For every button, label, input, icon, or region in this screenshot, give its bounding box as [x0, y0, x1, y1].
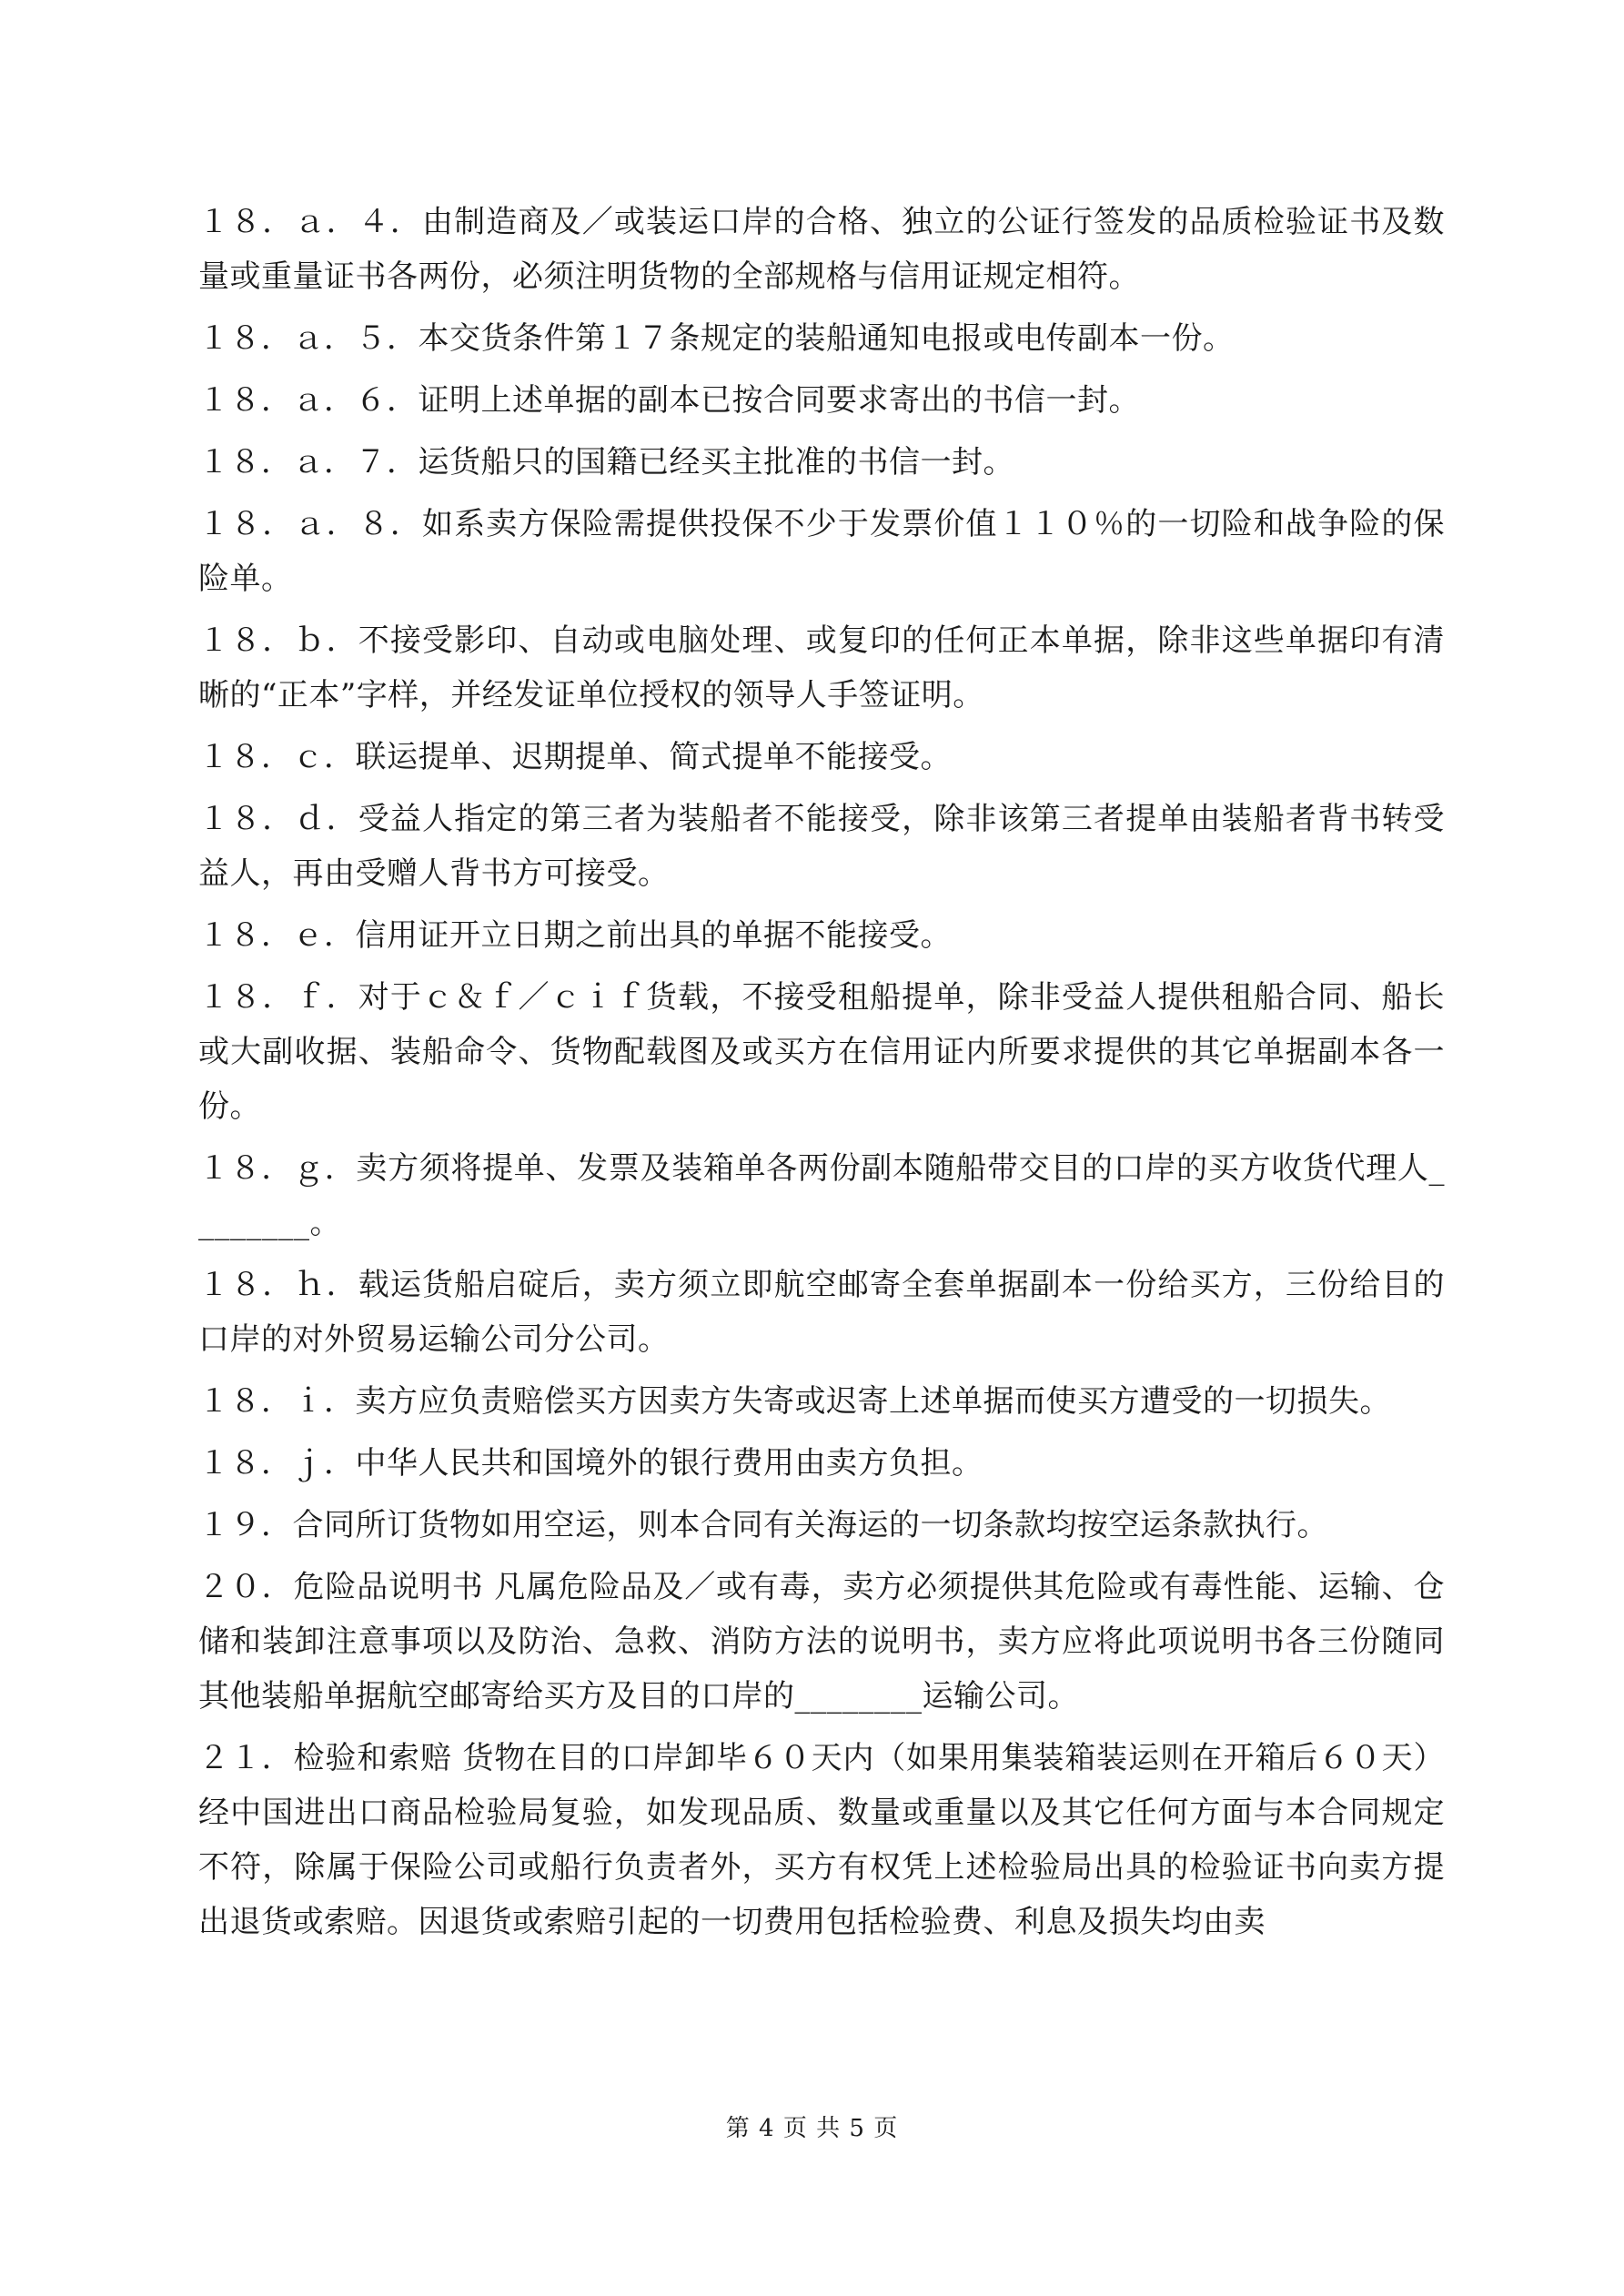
paragraph-20: ２０．危险品说明书 凡属危险品及／或有毒，卖方必须提供其危险或有毒性能、运输、仓储和装卸注意事项以及防治、急救、消防方法的说明书，卖方应将此项说明书各三份随同其他装船单据航空邮寄给买方及目的口岸的________运输公司。	[198, 1569, 1445, 1714]
paragraph-18j: １８．ｊ．中华人民共和国境外的银行费用由卖方负担。	[198, 1445, 983, 1482]
paragraph-18g: １８．ｇ．卖方须将提单、发票及装箱单各两份副本随船带交目的口岸的买方收货代理人________。	[198, 1150, 1445, 1241]
paragraph-18i: １８．ｉ．卖方应负责赔偿买方因卖方失寄或迟寄上述单据而使买方遭受的一切损失。	[198, 1383, 1391, 1420]
paragraph-21: ２１．检验和索赔 货物在目的口岸卸毕６０天内（如果用集装箱装运则在开箱后６０天）经中国进出口商品检验局复验，如发现品质、数量或重量以及其它任何方面与本合同规定不符，除属于保险公司或船行负责者外，买方有权凭上述检验局出具的检验证书向卖方提出退货或索赔。因退货或索赔引起的一切费用包括检验费、利息及损失均由卖	[198, 1740, 1445, 1940]
paragraph-18a5: １８．ａ．５．本交货条件第１７条规定的装船通知电报或电传副本一份。	[198, 320, 1235, 357]
page-number-footer: 第 4 页 共 5 页	[725, 2115, 899, 2142]
paragraph-18a6: １８．ａ．６．证明上述单据的副本已按合同要求寄出的书信一封。	[198, 382, 1140, 419]
paragraph-18c: １８．ｃ．联运提单、迟期提单、简式提单不能接受。	[198, 739, 952, 775]
paragraph-18a8: １８．ａ．８．如系卖方保险需提供投保不少于发票价值１１０％的一切险和战争险的保险单。	[198, 506, 1445, 597]
paragraph-18a7: １８．ａ．７．运货船只的国籍已经买主批准的书信一封。	[198, 444, 1014, 480]
paragraph-18e: １８．ｅ．信用证开立日期之前出具的单据不能接受。	[198, 917, 952, 954]
paragraph-18b: １８．ｂ．不接受影印、自动或电脑处理、或复印的任何正本单据，除非这些单据印有清晰的“正本”字样，并经发证单位授权的领导人手签证明。	[198, 622, 1445, 713]
paragraph-18h: １８．ｈ．载运货船启碇后，卖方须立即航空邮寄全套单据副本一份给买方，三份给目的口岸的对外贸易运输公司分公司。	[198, 1267, 1445, 1358]
paragraph-19: １９．合同所订货物如用空运，则本合同有关海运的一切条款均按空运条款执行。	[198, 1507, 1328, 1543]
paragraph-18d: １８．ｄ．受益人指定的第三者为装船者不能接受，除非该第三者提单由装船者背书转受益人，再由受赠人背书方可接受。	[198, 801, 1445, 892]
paragraph-18f: １８．ｆ．对于ｃ＆ｆ／ｃｉｆ货载，不接受租船提单，除非受益人提供租船合同、船长或大副收据、装船命令、货物配载图及或买方在信用证内所要求提供的其它单据副本各一份。	[198, 979, 1445, 1125]
paragraph-18a4: １８．ａ．４．由制造商及／或装运口岸的合格、独立的公证行签发的品质检验证书及数量或重量证书各两份，必须注明货物的全部规格与信用证规定相符。	[198, 204, 1445, 295]
document-body	[198, 195, 1445, 1957]
